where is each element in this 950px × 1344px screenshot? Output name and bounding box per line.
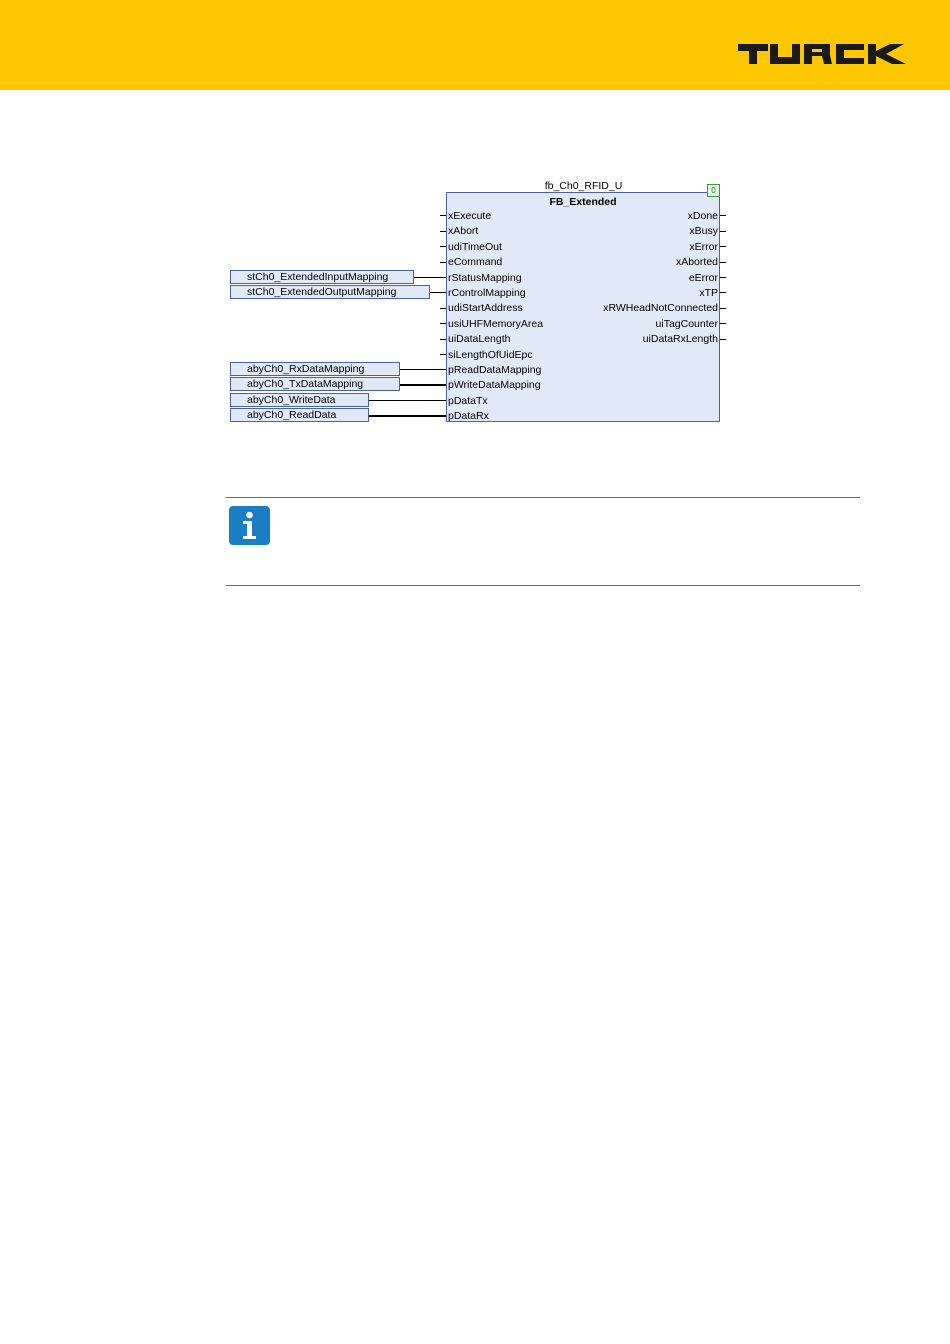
pin-tick	[720, 246, 726, 247]
pin-tick	[720, 323, 726, 324]
pin-tick	[720, 339, 726, 340]
pin-tick	[720, 277, 726, 278]
info-icon	[229, 506, 270, 545]
output-pin: xDone	[687, 210, 718, 222]
variable-box: stCh0_ExtendedInputMapping	[230, 270, 414, 284]
variable-box: abyCh0_WriteData	[230, 393, 369, 407]
input-pin: usiUHFMemoryArea	[448, 318, 544, 330]
pin-tick	[440, 339, 446, 340]
input-pin: udiStartAddress	[448, 302, 523, 314]
variable-box: abyCh0_RxDataMapping	[230, 362, 400, 376]
connection-wire	[430, 292, 446, 293]
pin-tick	[720, 262, 726, 263]
output-pin: uiTagCounter	[655, 318, 718, 330]
pin-tick	[720, 231, 726, 232]
pin-tick	[720, 292, 726, 293]
input-pin: siLengthOfUidEpc	[448, 349, 533, 361]
connection-wire	[400, 369, 446, 370]
pin-tick	[440, 215, 446, 216]
pin-tick	[440, 262, 446, 263]
output-pin: uiDataRxLength	[642, 333, 718, 345]
connection-wire	[369, 400, 446, 401]
page-header	[0, 0, 950, 90]
fb-instance-name: fb_Ch0_RFID_U	[544, 180, 623, 192]
input-pin: uiDataLength	[448, 333, 511, 345]
hint-divider-bottom	[226, 585, 860, 586]
connection-wire	[414, 277, 446, 278]
output-pin: xBusy	[689, 225, 718, 237]
input-pin: xAbort	[448, 225, 479, 237]
input-pin: xExecute	[448, 210, 492, 222]
input-pin: eCommand	[448, 256, 503, 268]
input-pin: pReadDataMapping	[448, 364, 542, 376]
connection-wire	[369, 415, 446, 417]
pin-tick	[440, 354, 446, 355]
execution-order-badge: 0	[707, 184, 720, 197]
hint-divider-top	[226, 497, 860, 498]
output-pin: xAborted	[675, 256, 718, 268]
input-pin: rControlMapping	[448, 287, 526, 299]
variable-box: stCh0_ExtendedOutputMapping	[230, 285, 430, 299]
output-pin: eError	[688, 272, 718, 284]
input-pin: udiTimeOut	[448, 241, 502, 253]
variable-box: abyCh0_ReadData	[230, 408, 369, 422]
pin-tick	[720, 308, 726, 309]
connection-wire	[400, 384, 446, 386]
pin-tick	[720, 215, 726, 216]
turck-logo	[738, 42, 914, 66]
output-pin: xTP	[699, 287, 718, 299]
pin-tick	[440, 308, 446, 309]
pin-tick	[440, 323, 446, 324]
fb-type-name: FB_Extended	[549, 196, 617, 208]
output-pin: xError	[689, 241, 718, 253]
variable-box: abyCh0_TxDataMapping	[230, 377, 400, 391]
input-pin: pDataRx	[448, 410, 489, 422]
pin-tick	[440, 246, 446, 247]
pin-tick	[440, 231, 446, 232]
input-pin: pDataTx	[448, 395, 488, 407]
input-pin: rStatusMapping	[448, 272, 522, 284]
input-pin: pWriteDataMapping	[448, 379, 541, 391]
output-pin: xRWHeadNotConnected	[603, 302, 718, 314]
